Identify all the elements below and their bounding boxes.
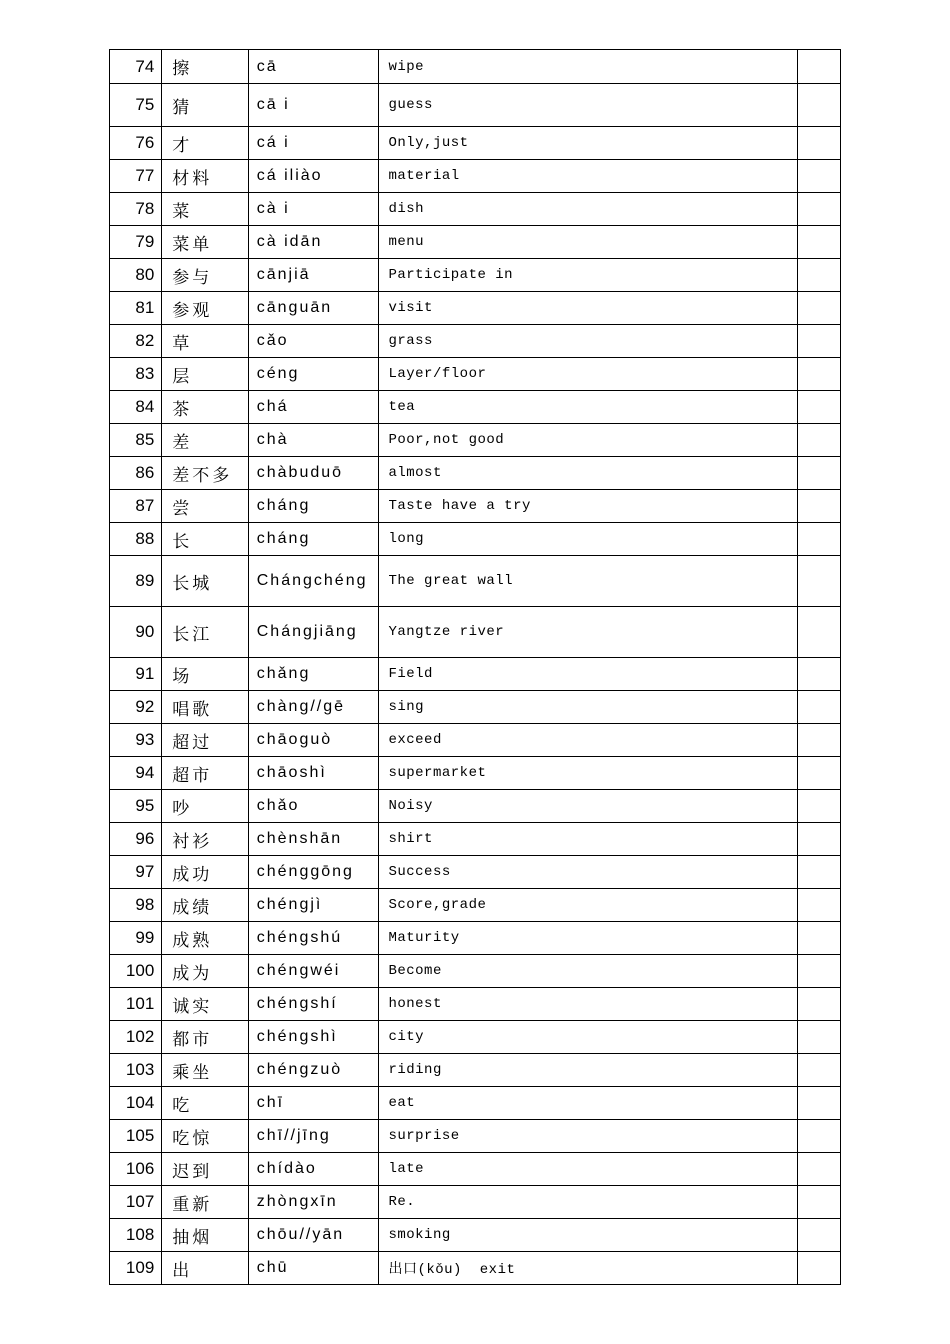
table-row — [110, 292, 841, 325]
entry-english: Taste have a try — [379, 490, 797, 523]
table-row — [110, 424, 841, 457]
table-row — [110, 1153, 841, 1186]
table-row — [110, 490, 841, 523]
entry-blank-cell — [797, 1186, 840, 1219]
table-row — [110, 1054, 841, 1087]
entry-pinyin: chéngshú — [248, 922, 379, 955]
table-row — [110, 127, 841, 160]
entry-blank-cell — [797, 292, 840, 325]
entry-english: Maturity — [379, 922, 797, 955]
entry-hanzi: 长 — [162, 523, 248, 556]
entry-pinyin: cà i — [248, 193, 379, 226]
table-row — [110, 160, 841, 193]
entry-hanzi: 材料 — [162, 160, 248, 193]
entry-hanzi: 擦 — [162, 50, 248, 84]
entry-number: 100 — [110, 955, 162, 988]
entry-english: riding — [379, 1054, 797, 1087]
entry-pinyin: cá iliào — [248, 160, 379, 193]
entry-blank-cell — [797, 160, 840, 193]
entry-blank-cell — [797, 50, 840, 84]
entry-blank-cell — [797, 490, 840, 523]
entry-english: The great wall — [379, 556, 797, 607]
entry-hanzi: 菜 — [162, 193, 248, 226]
entry-hanzi: 抽烟 — [162, 1219, 248, 1252]
entry-number: 92 — [110, 691, 162, 724]
entry-hanzi: 参观 — [162, 292, 248, 325]
entry-pinyin: cānguān — [248, 292, 379, 325]
entry-english: visit — [379, 292, 797, 325]
entry-hanzi: 都市 — [162, 1021, 248, 1054]
entry-number: 83 — [110, 358, 162, 391]
table-row — [110, 84, 841, 127]
entry-number: 91 — [110, 658, 162, 691]
entry-number: 104 — [110, 1087, 162, 1120]
entry-pinyin: chéngwéi — [248, 955, 379, 988]
entry-hanzi: 吵 — [162, 790, 248, 823]
entry-hanzi: 乘坐 — [162, 1054, 248, 1087]
entry-number: 95 — [110, 790, 162, 823]
table-row — [110, 1087, 841, 1120]
entry-pinyin: Chángchéng — [248, 556, 379, 607]
entry-english: honest — [379, 988, 797, 1021]
entry-number: 77 — [110, 160, 162, 193]
entry-english: Yangtze river — [379, 607, 797, 658]
entry-english: Noisy — [379, 790, 797, 823]
entry-pinyin: chǎo — [248, 790, 379, 823]
table-row — [110, 823, 841, 856]
entry-hanzi: 吃 — [162, 1087, 248, 1120]
table-row — [110, 325, 841, 358]
entry-number: 82 — [110, 325, 162, 358]
entry-number: 106 — [110, 1153, 162, 1186]
entry-pinyin: chéngshì — [248, 1021, 379, 1054]
entry-hanzi: 成功 — [162, 856, 248, 889]
entry-blank-cell — [797, 259, 840, 292]
entry-number: 79 — [110, 226, 162, 259]
entry-hanzi: 成为 — [162, 955, 248, 988]
entry-blank-cell — [797, 790, 840, 823]
entry-pinyin: cá i — [248, 127, 379, 160]
entry-hanzi: 场 — [162, 658, 248, 691]
entry-number: 86 — [110, 457, 162, 490]
entry-blank-cell — [797, 84, 840, 127]
entry-number: 76 — [110, 127, 162, 160]
entry-english: long — [379, 523, 797, 556]
entry-blank-cell — [797, 658, 840, 691]
entry-number: 96 — [110, 823, 162, 856]
entry-blank-cell — [797, 724, 840, 757]
entry-hanzi: 成熟 — [162, 922, 248, 955]
entry-pinyin: zhòngxīn — [248, 1186, 379, 1219]
entry-pinyin: cà idān — [248, 226, 379, 259]
table-row — [110, 955, 841, 988]
entry-hanzi: 出 — [162, 1252, 248, 1285]
entry-blank-cell — [797, 358, 840, 391]
table-row — [110, 856, 841, 889]
entry-english: wipe — [379, 50, 797, 84]
table-row — [110, 1219, 841, 1252]
entry-number: 98 — [110, 889, 162, 922]
entry-pinyin: Chángjiāng — [248, 607, 379, 658]
entry-blank-cell — [797, 193, 840, 226]
entry-pinyin: chū — [248, 1252, 379, 1285]
entry-english: Only,just — [379, 127, 797, 160]
entry-english: Success — [379, 856, 797, 889]
entry-pinyin: cháng — [248, 490, 379, 523]
entry-blank-cell — [797, 226, 840, 259]
entry-blank-cell — [797, 757, 840, 790]
entry-pinyin: chàng//gē — [248, 691, 379, 724]
entry-english: eat — [379, 1087, 797, 1120]
entry-hanzi: 成绩 — [162, 889, 248, 922]
entry-pinyin: cháng — [248, 523, 379, 556]
table-row — [110, 790, 841, 823]
entry-number: 90 — [110, 607, 162, 658]
entry-number: 107 — [110, 1186, 162, 1219]
table-row — [110, 391, 841, 424]
entry-english: dish — [379, 193, 797, 226]
entry-english: almost — [379, 457, 797, 490]
table-row — [110, 358, 841, 391]
entry-english: tea — [379, 391, 797, 424]
table-row — [110, 1120, 841, 1153]
table-row — [110, 259, 841, 292]
entry-hanzi: 才 — [162, 127, 248, 160]
entry-number: 93 — [110, 724, 162, 757]
entry-english: Re. — [379, 1186, 797, 1219]
entry-number: 81 — [110, 292, 162, 325]
table-row — [110, 691, 841, 724]
table-row — [110, 50, 841, 84]
entry-pinyin: chéngjì — [248, 889, 379, 922]
entry-number: 103 — [110, 1054, 162, 1087]
entry-pinyin: chǎng — [248, 658, 379, 691]
entry-number: 75 — [110, 84, 162, 127]
entry-hanzi: 衬衫 — [162, 823, 248, 856]
entry-pinyin: chī — [248, 1087, 379, 1120]
entry-pinyin: chà — [248, 424, 379, 457]
entry-blank-cell — [797, 1054, 840, 1087]
entry-english: menu — [379, 226, 797, 259]
entry-blank-cell — [797, 823, 840, 856]
entry-english: sing — [379, 691, 797, 724]
entry-blank-cell — [797, 889, 840, 922]
entry-blank-cell — [797, 955, 840, 988]
entry-pinyin: chéngzuò — [248, 1054, 379, 1087]
entry-english: Layer/floor — [379, 358, 797, 391]
entry-number: 88 — [110, 523, 162, 556]
entry-blank-cell — [797, 1252, 840, 1285]
entry-pinyin: cǎo — [248, 325, 379, 358]
entry-hanzi: 菜单 — [162, 226, 248, 259]
table-row — [110, 889, 841, 922]
entry-hanzi: 超市 — [162, 757, 248, 790]
entry-hanzi: 差不多 — [162, 457, 248, 490]
entry-pinyin: chá — [248, 391, 379, 424]
entry-english: Become — [379, 955, 797, 988]
entry-hanzi: 诚实 — [162, 988, 248, 1021]
entry-number: 101 — [110, 988, 162, 1021]
entry-hanzi: 吃惊 — [162, 1120, 248, 1153]
entry-hanzi: 唱歌 — [162, 691, 248, 724]
entry-number: 102 — [110, 1021, 162, 1054]
entry-number: 85 — [110, 424, 162, 457]
entry-pinyin: chī//jīng — [248, 1120, 379, 1153]
entry-blank-cell — [797, 127, 840, 160]
table-row — [110, 193, 841, 226]
entry-number: 84 — [110, 391, 162, 424]
entry-pinyin: cā i — [248, 84, 379, 127]
table-row — [110, 922, 841, 955]
entry-number: 99 — [110, 922, 162, 955]
entry-english: Field — [379, 658, 797, 691]
table-row — [110, 1021, 841, 1054]
entry-pinyin: chènshān — [248, 823, 379, 856]
entry-pinyin: chídào — [248, 1153, 379, 1186]
entry-english: smoking — [379, 1219, 797, 1252]
entry-pinyin: chāoguò — [248, 724, 379, 757]
entry-blank-cell — [797, 1153, 840, 1186]
entry-english: surprise — [379, 1120, 797, 1153]
entry-number: 80 — [110, 259, 162, 292]
entry-pinyin: chénggōng — [248, 856, 379, 889]
entry-pinyin: chàbuduō — [248, 457, 379, 490]
entry-blank-cell — [797, 1120, 840, 1153]
entry-english: shirt — [379, 823, 797, 856]
entry-hanzi: 参与 — [162, 259, 248, 292]
entry-blank-cell — [797, 556, 840, 607]
entry-hanzi: 层 — [162, 358, 248, 391]
entry-number: 105 — [110, 1120, 162, 1153]
entry-blank-cell — [797, 988, 840, 1021]
entry-english: Score,grade — [379, 889, 797, 922]
entry-blank-cell — [797, 391, 840, 424]
entry-pinyin: chāoshì — [248, 757, 379, 790]
table-row — [110, 724, 841, 757]
table-row — [110, 1186, 841, 1219]
entry-blank-cell — [797, 856, 840, 889]
entry-english: material — [379, 160, 797, 193]
table-row — [110, 226, 841, 259]
table-row — [110, 757, 841, 790]
entry-number: 108 — [110, 1219, 162, 1252]
entry-blank-cell — [797, 922, 840, 955]
entry-number: 89 — [110, 556, 162, 607]
table-row — [110, 1252, 841, 1285]
entry-hanzi: 茶 — [162, 391, 248, 424]
entry-blank-cell — [797, 691, 840, 724]
entry-english: supermarket — [379, 757, 797, 790]
entry-english: exceed — [379, 724, 797, 757]
entry-number: 87 — [110, 490, 162, 523]
entry-hanzi: 迟到 — [162, 1153, 248, 1186]
entry-number: 74 — [110, 50, 162, 84]
entry-hanzi: 猜 — [162, 84, 248, 127]
entry-number: 78 — [110, 193, 162, 226]
table-row — [110, 457, 841, 490]
table-row — [110, 523, 841, 556]
entry-number: 94 — [110, 757, 162, 790]
entry-english: city — [379, 1021, 797, 1054]
entry-hanzi: 重新 — [162, 1186, 248, 1219]
entry-number: 97 — [110, 856, 162, 889]
entry-english: guess — [379, 84, 797, 127]
table-row — [110, 607, 841, 658]
entry-blank-cell — [797, 607, 840, 658]
entry-blank-cell — [797, 523, 840, 556]
entry-number: 109 — [110, 1252, 162, 1285]
vocabulary-table — [109, 49, 841, 1285]
entry-pinyin: céng — [248, 358, 379, 391]
entry-blank-cell — [797, 325, 840, 358]
entry-blank-cell — [797, 1021, 840, 1054]
entry-hanzi: 长江 — [162, 607, 248, 658]
entry-english: late — [379, 1153, 797, 1186]
entry-hanzi: 草 — [162, 325, 248, 358]
entry-hanzi: 差 — [162, 424, 248, 457]
entry-blank-cell — [797, 1087, 840, 1120]
entry-hanzi: 超过 — [162, 724, 248, 757]
entry-blank-cell — [797, 424, 840, 457]
entry-pinyin: cā — [248, 50, 379, 84]
entry-english: Participate in — [379, 259, 797, 292]
table-row — [110, 556, 841, 607]
entry-blank-cell — [797, 1219, 840, 1252]
entry-english: Poor,not good — [379, 424, 797, 457]
vocabulary-table-body — [110, 50, 841, 1285]
entry-pinyin: chōu//yān — [248, 1219, 379, 1252]
entry-pinyin: chéngshí — [248, 988, 379, 1021]
entry-english: grass — [379, 325, 797, 358]
entry-hanzi: 长城 — [162, 556, 248, 607]
entry-hanzi: 尝 — [162, 490, 248, 523]
entry-blank-cell — [797, 457, 840, 490]
table-row — [110, 658, 841, 691]
table-row — [110, 988, 841, 1021]
entry-english: 出口(kǒu) exit — [379, 1252, 797, 1285]
entry-pinyin: cānjiā — [248, 259, 379, 292]
